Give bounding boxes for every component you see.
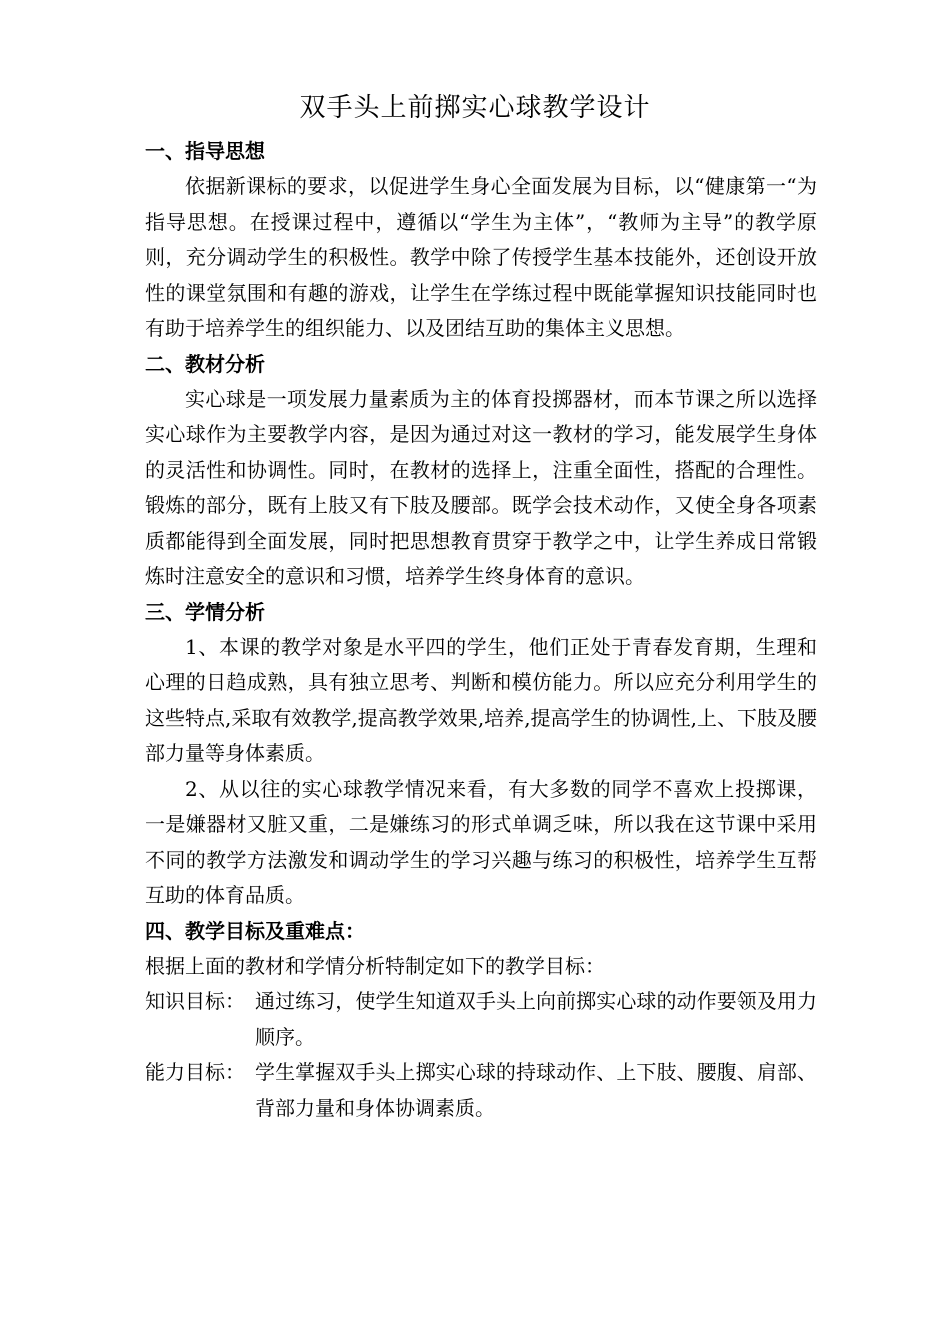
goals-intro: 根据上面的教材和学情分析特制定如下的教学目标： <box>145 953 605 978</box>
section-student-analysis <box>145 595 817 914</box>
document-title: 双手头上前掷实心球教学设计 <box>299 93 651 123</box>
goal-text: 通过练习，使学生知道双手头上向前掷实心球的动作要领及用力顺序。 <box>255 989 817 1049</box>
goal-label: 能力目标： <box>145 1060 245 1084</box>
body-paragraph: 依据新课标的要求，以促进学生身心全面发展为目标，以“健康第一“为指导思想。在授课过程中，遵循以“学生为主体”，“教师为主导”的教学原则，充分调动学生的积极性。教学中除了传授学生基本技能外，还创设开放性的课堂氛围和有趣的游戏，让学生在学练过程中既能掌握知识技能同时也有助于培养学生的组织能力、以及团结互助的集体主义思想。 <box>145 174 817 340</box>
goal-item-knowledge <box>145 984 817 1055</box>
section-material-analysis <box>145 347 817 595</box>
body-paragraph: 实心球是一项发展力量素质为主的体育投掷器材，而本节课之所以选择实心球作为主要教学内容，是因为通过对这一教材的学习，能发展学生身体的灵活性和协调性。同时，在教材的选择上，注重全面性，搭配的合理性。锻炼的部分，既有上肢又有下肢及腰部。既学会技术动作，又使全身各项素质都能得到全面发展，同时把思想教育贯穿于教学之中，让学生养成日常锻炼时注意安全的意识和习惯，培养学生终身体育的意识。 <box>145 386 817 588</box>
body-paragraph: 1、本课的教学对象是水平四的学生，他们正处于青春发育期，生理和心理的日趋成熟，具有独立思考、判断和模仿能力。所以应充分利用学生的这些特点,采取有效教学,提高教学效果,培养,提高学生的协调性,上、下肢及腰部力量等身体素质。 <box>145 634 817 765</box>
goal-text: 学生掌握双手头上掷实心球的持球动作、上下肢、腰腹、肩部、背部力量和身体协调素质。 <box>255 1060 817 1120</box>
section-guiding-ideology <box>145 134 817 347</box>
body-paragraph: 2、从以往的实心球教学情况来看，有大多数的同学不喜欢上投掷课，一是嫌器材又脏又重，二是嫌练习的形式单调乏味，所以我在这节课中采用不同的教学方法激发和调动学生的学习兴趣与练习的积极性，培养学生互帮互助的体育品质。 <box>145 776 817 907</box>
section-teaching-goals <box>145 914 817 1127</box>
section-heading: 一、指导思想 <box>145 139 265 163</box>
section-heading: 二、教材分析 <box>145 351 265 376</box>
section-heading: 三、学情分析 <box>145 599 265 624</box>
section-heading: 四、教学目标及重难点： <box>145 918 365 943</box>
goal-item-ability <box>145 1055 817 1126</box>
goal-label: 知识目标： <box>145 989 245 1013</box>
document-body <box>145 134 817 1126</box>
